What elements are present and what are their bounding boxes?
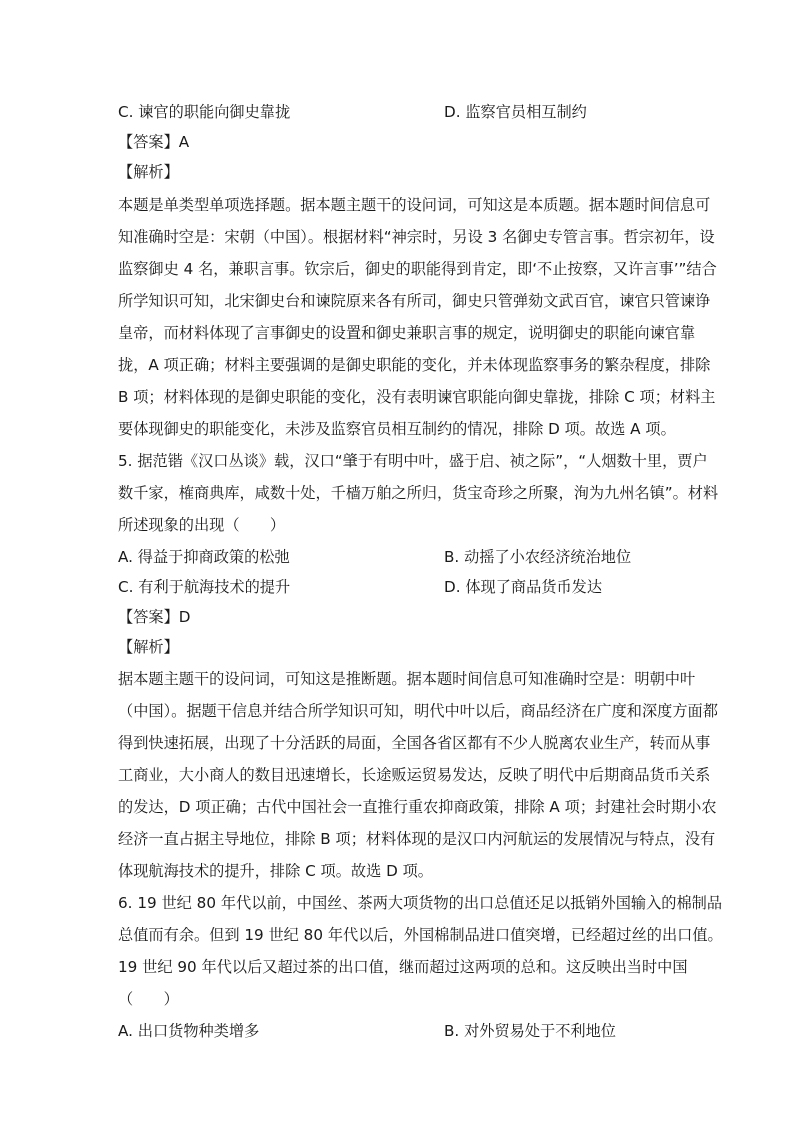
q5-stem-line: 5. 据范锴《汉口丛谈》载，汉口“肇于有明中叶，盛于启、祯之际”，“人烟数十里，贾户 [118,452,708,470]
q6-stem-line: （ ） [118,990,179,1008]
q5-analysis-line: 体现航海技术的提升，排除 C 项。故选 D 项。 [118,862,433,880]
q5-option-a: A. 得益于抑商政策的松弛 [118,548,290,566]
q5-stem-line: 所述现象的出现（ ） [118,516,286,534]
q4-analysis-line: B 项；材料体现的是御史职能的变化，没有表明谏官职能向御史靠拢，排除 C 项；材料主 [118,388,716,406]
q5-option-b: B. 动摇了小农经济统治地位 [444,548,632,566]
q4-analysis-line: 所学知识可知，北宋御史台和谏院原来各有所司，御史只管弹劾文武百官，谏官只管谏诤 [118,292,711,310]
q4-option-d: D. 监察官员相互制约 [444,103,587,121]
q4-option-c: C. 谏官的职能向御史靠拢 [118,103,291,121]
q4-analysis-line: 监察御史 4 名，兼职言事。钦宗后，御史的职能得到肯定，即‘不止按察，又许言事’”结合 [118,260,717,278]
q4-analysis-line: 拢，A 项正确；材料主要强调的是御史职能的变化，并未体现监察事务的繁杂程度，排除 [118,356,711,374]
q5-option-c: C. 有利于航海技术的提升 [118,578,291,596]
q5-option-d: D. 体现了商品货币发达 [444,578,603,596]
q6-stem-line: 19 世纪 90 年代以后又超过茶的出口值，继而超过这两项的总和。这反映出当时中国 [118,958,688,976]
q5-answer: 【答案】D [118,608,191,626]
q6-stem-line: 总值而有余。但到 19 世纪 80 年代以后，外国棉制品进口值突增，已经超过丝的出口值。 [118,926,723,944]
q6-option-b: B. 对外贸易处于不利地位 [444,1022,616,1040]
q4-analysis-line: 皇帝，而材料体现了言事御史的设置和御史兼职言事的规定，说明御史的职能向谏官靠 [118,324,696,342]
q4-analysis-line: 本题是单类型单项选择题。据本题主题干的设问词，可知这是本质题。据本题时间信息可 [118,196,711,214]
q5-analysis-line: 的发达，D 项正确；古代中国社会一直推行重农抑商政策，排除 A 项；封建社会时期小农 [118,798,717,816]
q4-analysis-line: 知准确时空是：宋朝（中国）。根据材料“神宗时，另设 3 名御史专管言事。哲宗初年，设 [118,228,715,246]
q5-stem-line: 数千家，榷商典库，咸数十处，千樯万舶之所归，货宝奇珍之所聚，洵为九州名镇”。材料 [118,484,719,502]
q5-analysis-line: 据本题主题干的设问词，可知这是推断题。据本题时间信息可知准确时空是：明朝中叶 [118,670,696,688]
q4-analysis-line: 要体现御史的职能变化，未涉及监察官员相互制约的情况，排除 D 项。故选 A 项。 [118,420,676,438]
q5-analysis-label: 【解析】 [118,638,179,656]
q5-analysis-line: （中国）。据题干信息并结合所学知识可知，明代中叶以后，商品经济在广度和深度方面都 [118,702,718,720]
q6-option-a: A. 出口货物种类增多 [118,1022,260,1040]
q5-analysis-line: 经济一直占据主导地位，排除 B 项；材料体现的是汉口内河航运的发展情况与特点，没有 [118,830,716,848]
q5-analysis-line: 得到快速拓展，出现了十分活跃的局面，全国各省区都有不少人脱离农业生产，转而从事 [118,734,711,752]
q6-stem-line: 6. 19 世纪 80 年代以前，中国丝、茶两大项货物的出口总值还足以抵销外国输入的棉制品 [118,894,723,912]
q4-analysis-label: 【解析】 [118,163,179,181]
q5-analysis-line: 工商业，大小商人的数目迅速增长，长途贩运贸易发达，反映了明代中后期商品货币关系 [118,766,711,784]
q4-answer: 【答案】A [118,133,190,151]
